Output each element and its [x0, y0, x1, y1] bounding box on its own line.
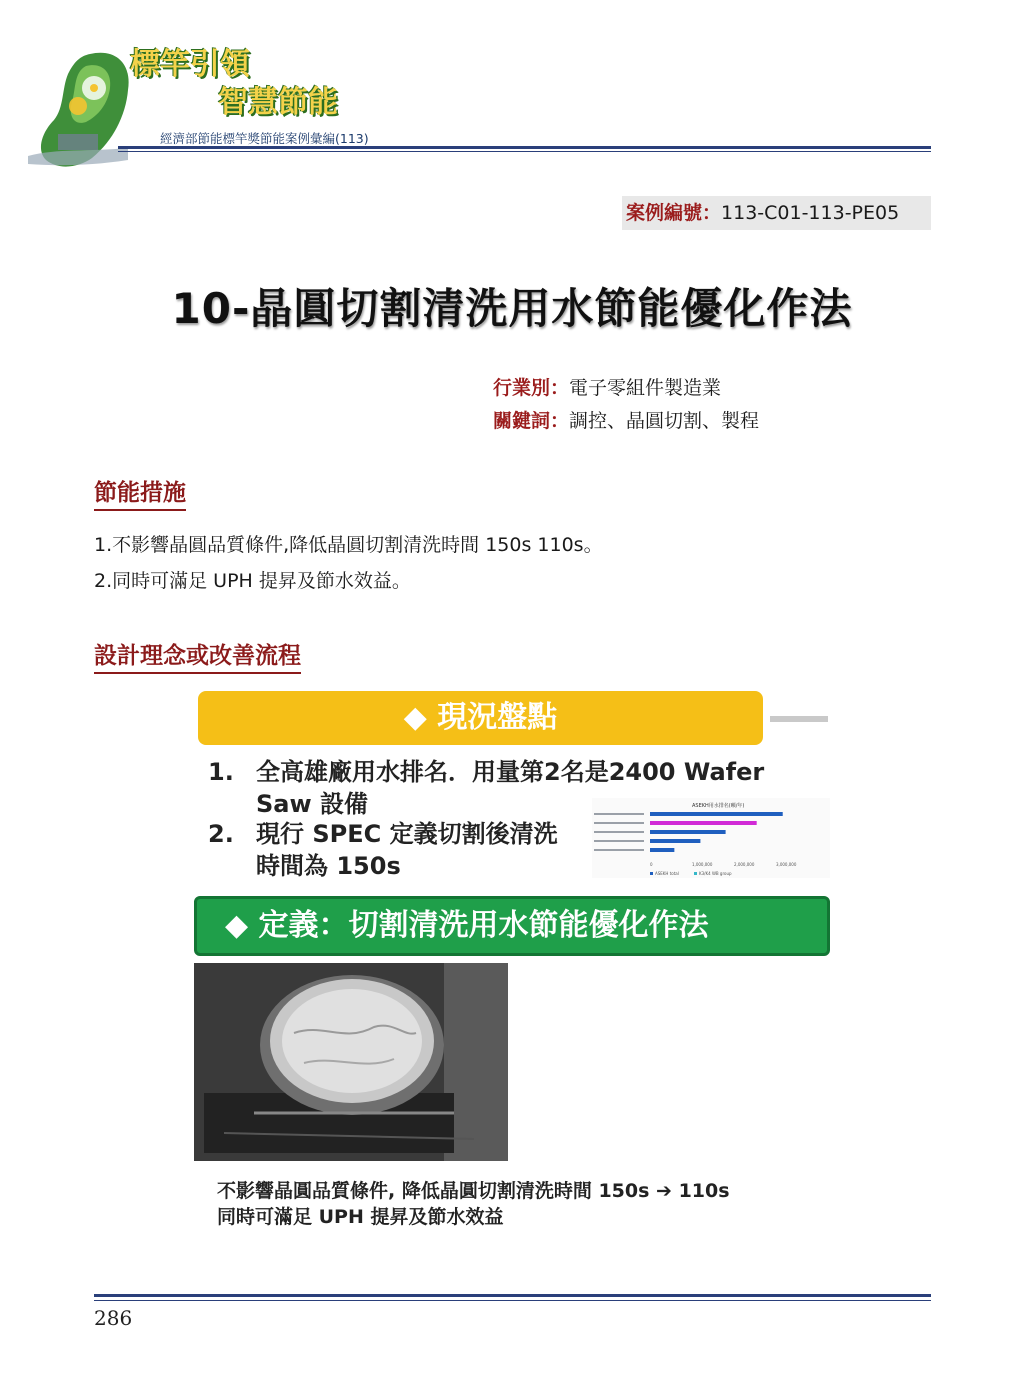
mini-chart-category-label — [594, 822, 644, 824]
slide-item-2-num: 2. — [208, 820, 234, 848]
page-title: 10-晶圓切割清洗用水節能優化作法 — [171, 284, 853, 333]
mini-chart-category-label — [594, 840, 644, 842]
mini-chart-tick-1: 1,000,000 — [692, 862, 713, 867]
mini-chart-bar — [650, 839, 700, 843]
slide-item-2-line2: 時間為 150s — [256, 852, 401, 880]
mini-legend-swatch-1 — [650, 872, 653, 875]
case-number-box — [622, 196, 931, 230]
industry-value: 電子零組件製造業 — [569, 377, 722, 399]
logo-title — [130, 46, 338, 122]
slide-item-2-line1: 現行 SPEC 定義切割後清洗 — [256, 820, 558, 848]
slide-item-1-line2: Saw 設備 — [256, 790, 369, 818]
case-number-label: 案例編號： — [626, 202, 722, 224]
mini-chart-title: ASEKH用水排名(噸/年) — [692, 803, 745, 809]
header-rule-thin — [118, 151, 931, 152]
mini-legend-label-2: K3/K4 WB group — [699, 871, 732, 876]
footer-rule-thick — [94, 1294, 931, 1297]
mini-chart-bar — [650, 812, 783, 816]
mini-chart-category-label — [594, 831, 644, 833]
water-usage-mini-chart — [592, 798, 830, 878]
slide-caption — [217, 1178, 730, 1230]
slide-figure — [192, 686, 837, 1246]
slide-caption-line2: 同時可滿足 UPH 提昇及節水效益 — [217, 1206, 504, 1228]
logo-title-line2: 智慧節能 — [218, 85, 338, 120]
status-banner: ◆ 現況盤點 — [198, 691, 763, 745]
mini-chart-tick-0: 0 — [650, 862, 653, 867]
definition-banner: ◆ 定義：切割清洗用水節能優化作法 — [194, 896, 830, 956]
mini-legend-label-1: ASEKH total — [655, 871, 679, 876]
logo-subtitle: 經濟部節能標竿獎節能案例彙編(113) — [160, 131, 369, 146]
banner-tail-line — [770, 716, 828, 722]
page-number: 286 — [94, 1306, 133, 1330]
header-rule-thick — [118, 146, 931, 149]
mini-chart-bar — [650, 848, 674, 852]
industry-row — [493, 372, 721, 404]
measure-item-2: 2.同時可滿足 UPH 提昇及節水效益。 — [94, 570, 411, 592]
keywords-row — [493, 405, 759, 437]
slide-caption-line1: 不影響晶圓品質條件, 降低晶圓切割清洗時間 150s ➔ 110s — [217, 1180, 730, 1202]
section-heading-measures: 節能措施 — [94, 474, 186, 511]
mini-chart-category-label — [594, 813, 644, 815]
mini-chart-bar — [650, 821, 757, 825]
wafer-saw-photo — [194, 963, 508, 1161]
keywords-label: 關鍵詞： — [493, 410, 570, 432]
mini-chart-bar — [650, 830, 726, 834]
logo-title-line1: 標竿引領 — [130, 47, 250, 82]
mini-legend-swatch-2 — [694, 872, 697, 875]
slide-item-1-line1: 全高雄廠用水排名．用量第2名是2400 Wafer — [256, 758, 765, 786]
mini-chart-tick-2: 2,000,000 — [734, 862, 755, 867]
section-heading-design: 設計理念或改善流程 — [94, 637, 301, 674]
footer-rule-thin — [94, 1300, 931, 1301]
case-number-value: 113-C01-113-PE05 — [721, 202, 900, 224]
mini-chart-tick-3: 3,000,000 — [776, 862, 797, 867]
mini-chart-category-label — [594, 849, 644, 851]
keywords-value: 調控、晶圓切割、製程 — [569, 410, 760, 432]
measure-item-1: 1.不影響晶圓品質條件,降低晶圓切割清洗時間 150s 110s。 — [94, 534, 603, 556]
slide-item-2 — [208, 818, 558, 882]
slide-item-1-num: 1. — [208, 758, 234, 786]
industry-label: 行業別： — [493, 377, 570, 399]
